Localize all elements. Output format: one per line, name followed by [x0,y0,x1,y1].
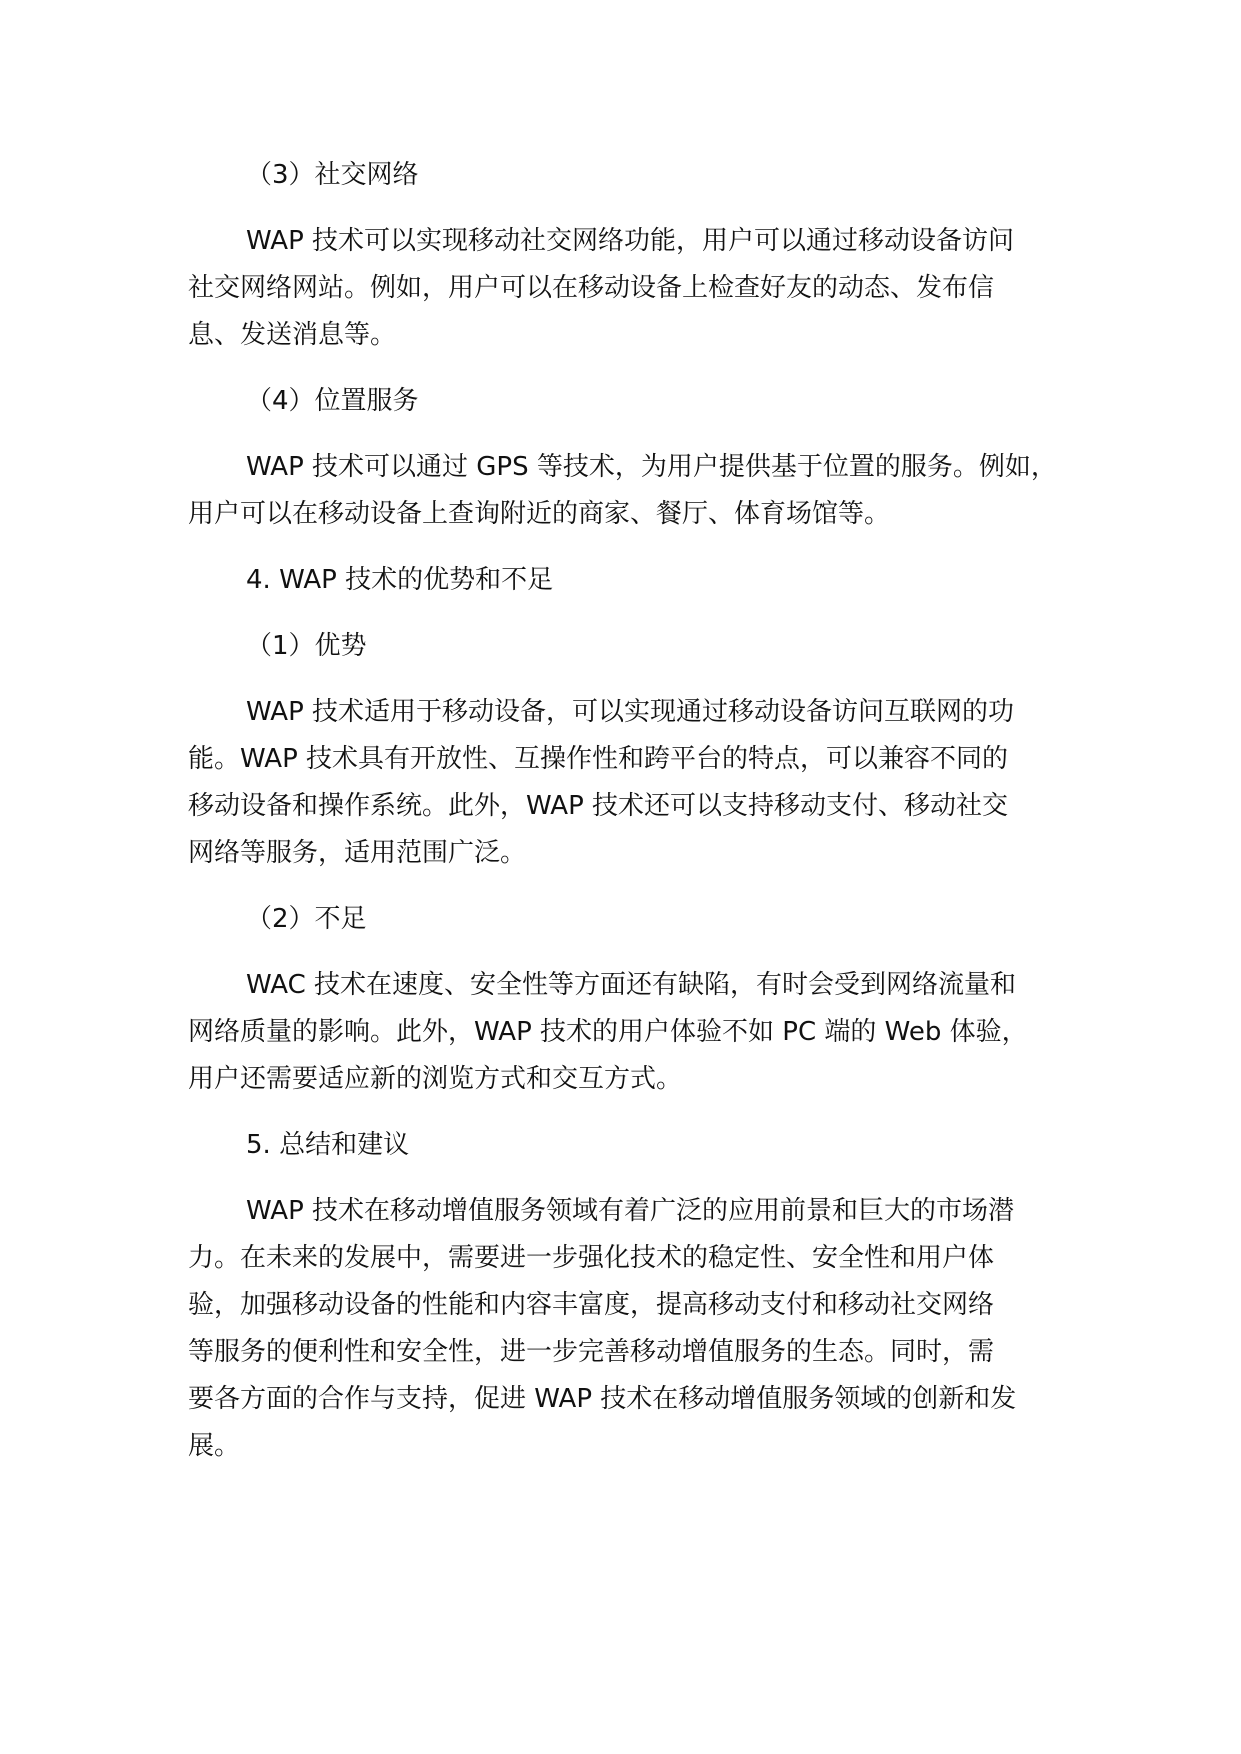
spacer [188,1103,1078,1122]
paragraph-line: 息、发送消息等。 [188,320,397,350]
paragraph-line: 能。WAP 技术具有开放性、互操作性和跨平台的特点，可以兼容不同的 [188,744,1009,774]
document-body [188,152,1078,1470]
spacer [188,1169,1078,1188]
paragraph-line: 社交网络网站。例如，用户可以在移动设备上检查好友的动态、发布信 [188,273,995,303]
spacer [188,943,1078,962]
paragraph-line: 网络质量的影响。此外，WAP 技术的用户体验不如 PC 端的 Web 体验， [188,1017,1028,1047]
paragraph-line: 等服务的便利性和安全性，进一步完善移动增值服务的生态。同时，需 [188,1337,995,1367]
paragraph-disadvantages [188,962,1078,1103]
heading-location-service: （4）位置服务 [246,386,419,416]
heading-disadvantages: （2）不足 [246,904,367,934]
heading-summary: 5. 总结和建议 [246,1130,410,1160]
spacer [188,877,1078,896]
heading-social-network: （3）社交网络 [246,160,419,190]
spacer [188,199,1078,218]
paragraph-line: 用户还需要适应新的浏览方式和交互方式。 [188,1064,683,1094]
paragraph-summary [188,1188,1078,1470]
paragraph-line: 展。 [188,1431,241,1461]
paragraph-line: WAP 技术在移动增值服务领域有着广泛的应用前景和巨大的市场潜 [246,1196,1015,1226]
paragraph-line: 移动设备和操作系统。此外，WAP 技术还可以支持移动支付、移动社交 [188,791,1009,821]
paragraph-line: WAC 技术在速度、安全性等方面还有缺陷，有时会受到网络流量和 [246,970,1017,1000]
spacer [188,604,1078,623]
spacer [188,359,1078,378]
paragraph-line: 用户可以在移动设备上查询附近的商家、餐厅、体育场馆等。 [188,499,891,529]
paragraph-line: WAP 技术可以实现移动社交网络功能，用户可以通过移动设备访问 [246,226,1015,256]
heading-advantages: （1）优势 [246,631,367,661]
spacer [188,670,1078,689]
paragraph-line: 网络等服务，适用范围广泛。 [188,838,527,868]
paragraph-line: WAP 技术适用于移动设备，可以实现通过移动设备访问互联网的功 [246,697,1015,727]
spacer [188,425,1078,444]
spacer [188,538,1078,557]
paragraph-line: WAP 技术可以通过 GPS 等技术，为用户提供基于位置的服务。例如， [246,452,1057,482]
paragraph-advantages [188,689,1078,877]
paragraph-line: 验，加强移动设备的性能和内容丰富度，提高移动支付和移动社交网络 [188,1290,995,1320]
paragraph-location-service [188,444,1078,538]
paragraph-line: 要各方面的合作与支持，促进 WAP 技术在移动增值服务领域的创新和发 [188,1384,1017,1414]
paragraph-line: 力。在未来的发展中，需要进一步强化技术的稳定性、安全性和用户体 [188,1243,995,1273]
paragraph-social-network [188,218,1078,359]
heading-advantages-disadvantages: 4. WAP 技术的优势和不足 [246,565,554,595]
